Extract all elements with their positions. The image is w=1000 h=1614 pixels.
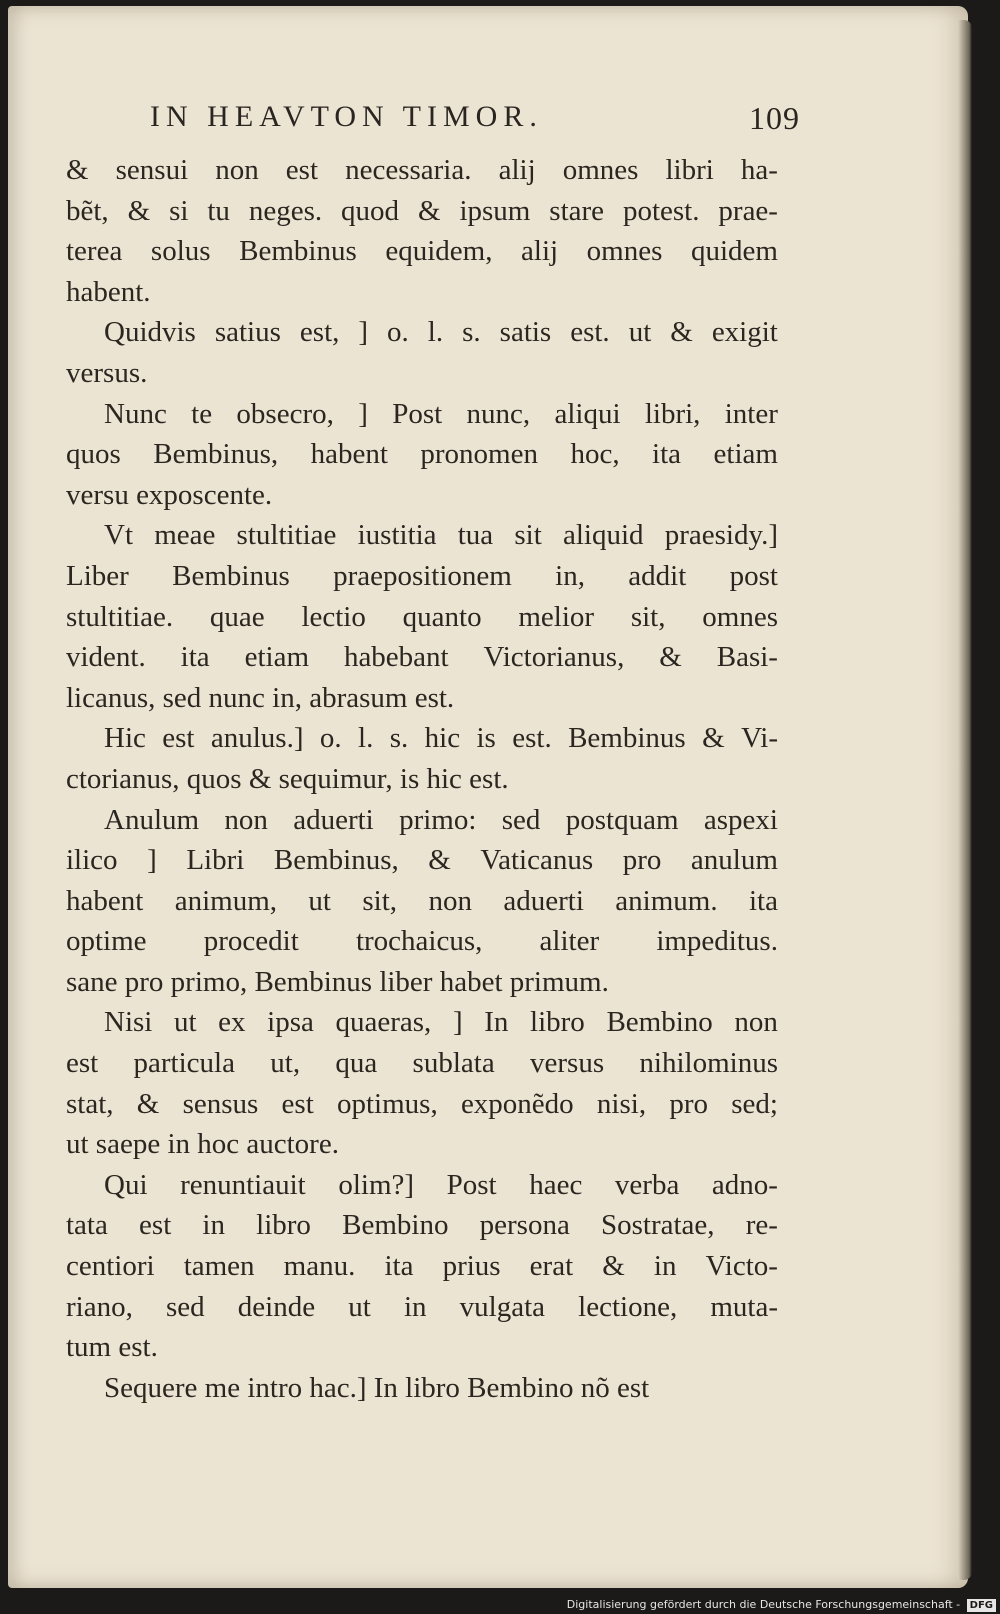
page-number: 109	[749, 100, 800, 136]
text-line: Liber Bembinus praepositionem in, addit post	[66, 559, 778, 592]
text-line: stultitiae. quae lectio quanto melior sit, omnes	[66, 600, 778, 633]
body-text	[66, 150, 778, 1408]
text-line: ut saepe in hoc auctore.	[66, 1128, 339, 1161]
text-line: est particula ut, qua sublata versus nihilominus	[66, 1047, 778, 1080]
text-line: Quidvis satius est, ] o. l. s. satis est. ut & exigit	[104, 316, 778, 349]
text-line: habent.	[66, 275, 151, 308]
text-line: licanus, sed nunc in, abrasum est.	[66, 681, 455, 714]
dfg-logo: DFG	[967, 1599, 996, 1612]
running-title: IN HEAVTON TIMOR.	[150, 100, 543, 133]
text-line: & sensui non est necessaria. alij omnes libri ha-	[66, 154, 778, 186]
text-line: bẽt, & si tu neges. quod & ipsum stare potest. prae-	[66, 194, 778, 227]
text-line: ilico ] Libri Bembinus, & Vaticanus pro anulum	[66, 844, 778, 877]
text-line: sane pro primo, Bembinus liber habet primum.	[66, 965, 609, 998]
text-line: quos Bembinus, habent pronomen hoc, ita etiam	[66, 438, 778, 471]
running-header	[150, 100, 800, 144]
text-line: tata est in libro Bembino persona Sostratae, re-	[66, 1209, 778, 1242]
text-line: Anulum non aduerti primo: sed postquam aspexi	[104, 803, 778, 836]
text-line: centiori tamen manu. ita prius erat & in Victo-	[66, 1250, 778, 1283]
text-line: Nunc te obsecro, ] Post nunc, aliqui libri, inter	[104, 397, 778, 430]
text-line: habent animum, ut sit, non aduerti animum. ita	[66, 884, 778, 917]
text-line: stat, & sensus est optimus, exponẽdo nisi, pro sed;	[66, 1087, 778, 1120]
text-line: riano, sed deinde ut in vulgata lectione, muta-	[66, 1290, 778, 1323]
text-line: terea solus Bembinus equidem, alij omnes quidem	[66, 235, 778, 268]
text-line: Hic est anulus.] o. l. s. hic is est. Bembinus & Vi-	[104, 722, 778, 755]
text-line: ctorianus, quos & sequimur, is hic est.	[66, 762, 509, 795]
digitization-footer	[0, 1596, 1000, 1614]
text-line: optime procedit trochaicus, aliter impeditus.	[66, 925, 778, 958]
text-line: vident. ita etiam habebant Victorianus, & Basi-	[66, 641, 778, 674]
text-line: Nisi ut ex ipsa quaeras, ] In libro Bembino non	[104, 1006, 778, 1039]
text-line: versus.	[66, 356, 148, 389]
text-line: tum est.	[66, 1331, 158, 1364]
footer-credit: Digitalisierung gefördert durch die Deutsche Forschungsgemeinschaft -	[566, 1598, 961, 1611]
text-line: Sequere me intro hac.] In libro Bembino nõ est	[104, 1371, 650, 1404]
text-line: versu exposcente.	[66, 478, 273, 511]
text-line: Qui renuntiauit olim?] Post haec verba adno-	[104, 1168, 778, 1201]
text-line: Vt meae stultitiae iustitia tua sit aliquid praesidy.]	[104, 519, 778, 552]
page-edge-shadow	[958, 20, 972, 1580]
